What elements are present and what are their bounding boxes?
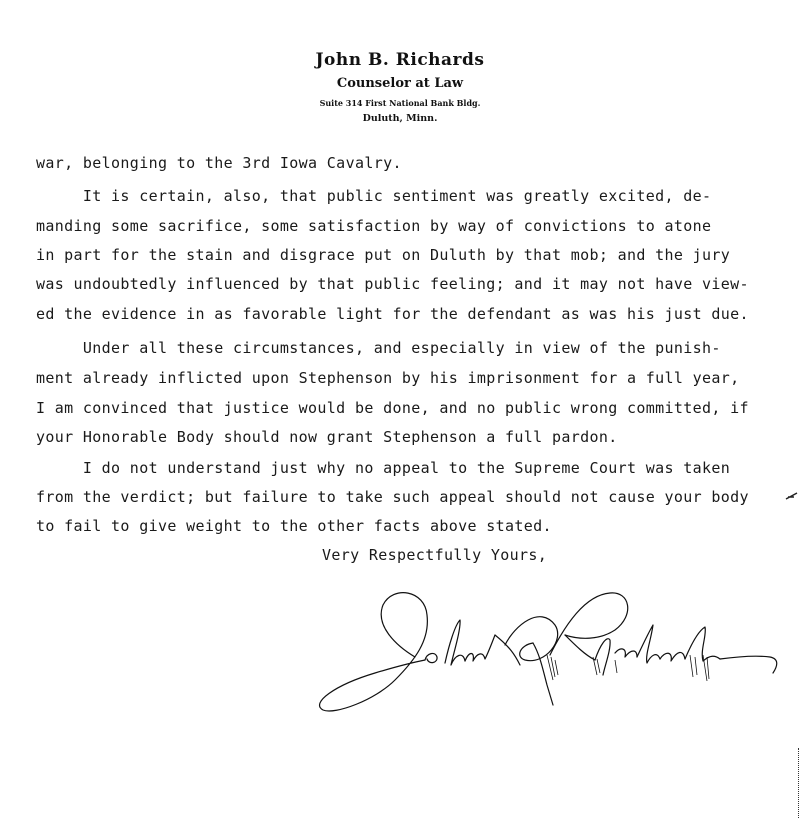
margin-mark-icon	[785, 490, 799, 504]
body-line: It is certain, also, that public sentiment was greatly excited, de-	[36, 187, 712, 205]
body-line: your Honorable Body should now grant Stephenson a full pardon.	[36, 428, 618, 446]
body-line: in part for the stain and disgrace put on Duluth by that mob; and the jury	[36, 246, 731, 264]
body-line: Under all these circumstances, and especially in view of the punish-	[36, 339, 721, 357]
signature	[315, 585, 785, 730]
body-line: was undoubtedly influenced by that public feeling; and it may not have view-	[36, 275, 749, 293]
letterhead-city: Duluth, Minn.	[362, 113, 438, 124]
body-line: from the verdict; but failure to take such appeal should not cause your body	[36, 488, 749, 506]
body-line: I do not understand just why no appeal to the Supreme Court was taken	[36, 459, 731, 477]
body-line: I am convinced that justice would be done, and no public wrong committed, if	[36, 399, 749, 417]
letterhead-name: John B. Richards	[315, 50, 485, 70]
letterhead-address: Suite 314 First National Bank Bldg.	[319, 98, 481, 108]
body-line: manding some sacrifice, some satisfaction by way of convictions to atone	[36, 217, 712, 235]
body-line: ed the evidence in as favorable light for the defendant as was his just due.	[36, 305, 749, 323]
body-line: ment already inflicted upon Stephenson by his imprisonment for a full year,	[36, 369, 740, 387]
signature-icon	[315, 585, 785, 730]
body-line: to fail to give weight to the other facts above stated.	[36, 517, 552, 535]
closing: Very Respectfully Yours,	[322, 546, 548, 564]
body-line: war, belonging to the 3rd Iowa Cavalry.	[36, 154, 402, 172]
letterhead-title: Counselor at Law	[336, 76, 464, 91]
